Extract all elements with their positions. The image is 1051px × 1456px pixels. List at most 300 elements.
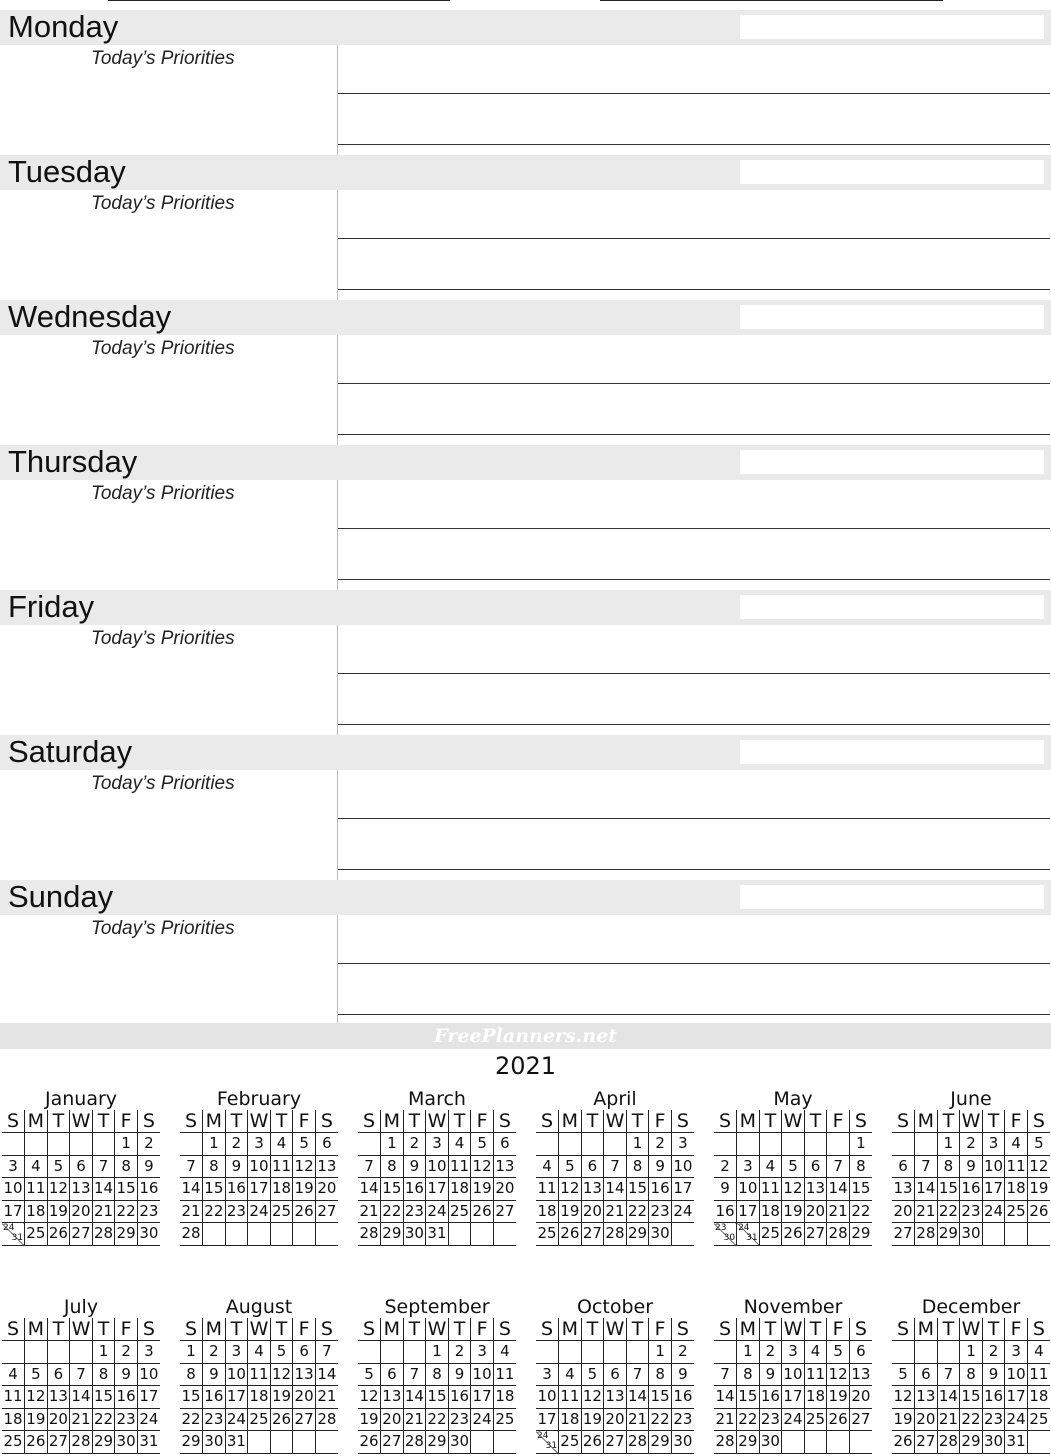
- date-cell: 14: [604, 1178, 627, 1201]
- date-cell: 23: [225, 1200, 248, 1223]
- weekday-header: M: [25, 1110, 48, 1133]
- date-cell: 19: [25, 1408, 48, 1431]
- date-cell: 26: [892, 1431, 915, 1454]
- day-name: Tuesday: [8, 154, 126, 189]
- weekday-header: S: [498, 1110, 511, 1132]
- week-row: [358, 1133, 516, 1156]
- weekday-header: F: [827, 1318, 850, 1341]
- date-cell: 23: [137, 1200, 160, 1223]
- date-cell: 7: [714, 1363, 737, 1386]
- weekday-header: T: [47, 1318, 70, 1341]
- date-cell: 18: [804, 1386, 827, 1409]
- date-cell: [493, 1431, 516, 1454]
- date-field[interactable]: [740, 450, 1044, 474]
- date-cell: 12: [358, 1386, 381, 1409]
- date-cell: [536, 1341, 559, 1364]
- date-cell: 22: [737, 1408, 760, 1431]
- date-cell: 4: [536, 1155, 559, 1178]
- date-cell: [604, 1341, 627, 1364]
- date-cell: [804, 1431, 827, 1454]
- weekday-header: S: [142, 1110, 155, 1132]
- date-cell: 2: [203, 1341, 226, 1364]
- date-cell: 13: [381, 1386, 404, 1409]
- date-cell: 19: [581, 1408, 604, 1431]
- month-name: October: [576, 1296, 654, 1318]
- date-cell: 25: [1005, 1200, 1028, 1223]
- date-cell: 28: [827, 1223, 850, 1246]
- date-cell: 20: [70, 1200, 93, 1223]
- week-row: [536, 1341, 694, 1364]
- writing-line[interactable]: [338, 869, 1050, 870]
- date-cell: 6: [47, 1363, 70, 1386]
- week-row: [2, 1155, 160, 1178]
- writing-line[interactable]: [338, 238, 1050, 239]
- date-cell: 25: [804, 1408, 827, 1431]
- date-cell: [180, 1133, 203, 1156]
- date-cell: 19: [293, 1178, 316, 1201]
- date-cell: 17: [471, 1386, 494, 1409]
- date-cell: 20: [493, 1178, 516, 1201]
- date-cell: [982, 1223, 1005, 1246]
- date-cell: 26: [471, 1200, 494, 1223]
- date-cell: 16: [714, 1200, 737, 1223]
- date-cell: 3: [782, 1341, 805, 1364]
- weekday-header: W: [783, 1318, 803, 1340]
- date-cell: 16: [203, 1386, 226, 1409]
- date-cell: 9: [115, 1363, 138, 1386]
- date-cell: 8: [92, 1363, 115, 1386]
- date-cell: 27: [804, 1223, 827, 1246]
- date-cell: 3: [2, 1155, 25, 1178]
- date-cell: 17: [737, 1200, 760, 1223]
- date-cell: 18: [1005, 1178, 1028, 1201]
- date-cell: 13: [47, 1386, 70, 1409]
- date-cell: 23: [203, 1408, 226, 1431]
- date-cell: 24: [137, 1408, 160, 1431]
- date-cell: 5: [1027, 1133, 1050, 1156]
- weekday-header: M: [203, 1110, 226, 1133]
- writing-line[interactable]: [338, 289, 1050, 290]
- date-cell: 13: [892, 1178, 915, 1201]
- date-cell: 17: [782, 1386, 805, 1409]
- day-header: [0, 735, 1051, 770]
- date-cell: 1: [960, 1341, 983, 1364]
- date-cell: 27: [915, 1431, 938, 1454]
- weekday-header: W: [249, 1318, 269, 1340]
- date-cell: 23: [649, 1200, 672, 1223]
- writing-line[interactable]: [338, 673, 1050, 674]
- date-cell: 8: [960, 1363, 983, 1386]
- weekday-header: T: [626, 1318, 649, 1341]
- weekday-header: W: [961, 1110, 981, 1132]
- week-row: [358, 1431, 516, 1454]
- date-cell: [892, 1133, 915, 1156]
- week-row: [180, 1363, 338, 1386]
- date-cell: 4: [448, 1133, 471, 1156]
- month-october: [536, 1296, 694, 1454]
- weekday-header: T: [982, 1110, 1005, 1133]
- date-cell: 18: [493, 1386, 516, 1409]
- week-row: [536, 1386, 694, 1409]
- date-cell: 14: [70, 1386, 93, 1409]
- month-december: [892, 1296, 1050, 1454]
- date-cell: 3: [671, 1133, 694, 1156]
- weekday-header: S: [854, 1318, 867, 1340]
- date-cell: 7: [604, 1155, 627, 1178]
- date-cell: 21: [403, 1408, 426, 1431]
- date-cell: 2: [137, 1133, 160, 1156]
- date-cell: 5: [782, 1155, 805, 1178]
- week-row: [536, 1223, 694, 1246]
- week-row: [714, 1431, 872, 1454]
- date-cell: 15: [937, 1178, 960, 1201]
- date-cell: 6: [915, 1363, 938, 1386]
- day-header: [0, 880, 1051, 915]
- date-cell: 30: [982, 1431, 1005, 1454]
- writing-line[interactable]: [338, 818, 1050, 819]
- date-cell: 2: [649, 1133, 672, 1156]
- date-cell: 26: [270, 1408, 293, 1431]
- date-cell: 4: [493, 1341, 516, 1364]
- day-name: Friday: [8, 589, 95, 624]
- date-cell: 6: [581, 1155, 604, 1178]
- date-field[interactable]: [740, 160, 1044, 184]
- date-cell: 27: [604, 1431, 627, 1454]
- date-cell: 6: [849, 1341, 872, 1364]
- date-cell: [737, 1133, 760, 1156]
- date-cell: 7: [315, 1341, 338, 1364]
- weekday-header: T: [92, 1318, 115, 1341]
- date-cell: 29: [937, 1223, 960, 1246]
- date-cell: 20: [892, 1200, 915, 1223]
- date-cell: 25: [448, 1200, 471, 1223]
- date-cell: 26: [47, 1223, 70, 1246]
- date-cell: 6: [293, 1341, 316, 1364]
- date-cell: 20: [915, 1408, 938, 1431]
- date-cell: 11: [448, 1155, 471, 1178]
- date-cell: 14: [937, 1386, 960, 1409]
- date-cell: 23: [759, 1408, 782, 1431]
- date-cell: 10: [782, 1363, 805, 1386]
- date-cell: [270, 1431, 293, 1454]
- week-row: [2, 1408, 160, 1431]
- date-cell: 11: [2, 1386, 25, 1409]
- date-cell: 30: [203, 1431, 226, 1454]
- day-name: Thursday: [8, 444, 138, 479]
- writing-line[interactable]: [338, 528, 1050, 529]
- weekday-header: M: [381, 1110, 404, 1133]
- date-cell: 21: [626, 1408, 649, 1431]
- date-cell: [714, 1133, 737, 1156]
- date-cell: 8: [381, 1155, 404, 1178]
- date-cell: 19: [270, 1386, 293, 1409]
- week-row: [180, 1386, 338, 1409]
- date-cell: 2: [759, 1341, 782, 1364]
- date-cell: 17: [671, 1178, 694, 1201]
- date-cell: 6: [381, 1363, 404, 1386]
- date-cell: 11: [493, 1363, 516, 1386]
- date-cell: 19: [358, 1408, 381, 1431]
- date-cell: 15: [180, 1386, 203, 1409]
- date-cell: 11: [270, 1155, 293, 1178]
- weekday-header: T: [581, 1110, 604, 1133]
- date-cell: 26: [358, 1431, 381, 1454]
- weekday-header: S: [358, 1318, 381, 1341]
- date-cell: [581, 1341, 604, 1364]
- date-cell: 4: [25, 1155, 48, 1178]
- date-cell: 5: [47, 1155, 70, 1178]
- date-cell: [471, 1431, 494, 1454]
- date-cell: 10: [225, 1363, 248, 1386]
- date-cell: [248, 1223, 271, 1246]
- date-cell: 21: [92, 1200, 115, 1223]
- weekday-header: T: [225, 1318, 248, 1341]
- date-cell: 27: [581, 1223, 604, 1246]
- date-cell: 20: [804, 1200, 827, 1223]
- date-cell: 4: [559, 1363, 582, 1386]
- weekday-header: S: [854, 1110, 867, 1132]
- date-cell: 17: [1005, 1386, 1028, 1409]
- weekday-header: W: [249, 1110, 269, 1132]
- date-cell: 22: [92, 1408, 115, 1431]
- date-cell: 9: [403, 1155, 426, 1178]
- date-cell: 13: [493, 1155, 516, 1178]
- date-cell: [70, 1341, 93, 1364]
- date-cell: [358, 1341, 381, 1364]
- weekday-header: T: [403, 1110, 426, 1133]
- date-cell: 7: [827, 1155, 850, 1178]
- date-cell: 15: [426, 1386, 449, 1409]
- date-cell: 12: [892, 1386, 915, 1409]
- week-row: [2, 1431, 160, 1454]
- date-cell: 29: [92, 1431, 115, 1454]
- date-cell: 16: [403, 1178, 426, 1201]
- day-section-monday: [0, 10, 1051, 155]
- writing-line[interactable]: [338, 724, 1050, 725]
- date-cell: 24: [671, 1200, 694, 1223]
- date-cell: 1: [849, 1133, 872, 1156]
- date-cell: [915, 1341, 938, 1364]
- weekday-header: T: [270, 1318, 293, 1341]
- date-cell: 21: [315, 1386, 338, 1409]
- writing-line[interactable]: [338, 579, 1050, 580]
- week-row: [358, 1363, 516, 1386]
- writing-line[interactable]: [338, 93, 1050, 94]
- week-row: [180, 1341, 338, 1364]
- column-divider: [337, 45, 338, 155]
- date-cell: 9: [671, 1363, 694, 1386]
- writing-line[interactable]: [338, 963, 1050, 964]
- week-row: [2, 1178, 160, 1201]
- date-cell: 10: [982, 1155, 1005, 1178]
- date-cell: 4: [1027, 1341, 1050, 1364]
- date-cell: 16: [448, 1386, 471, 1409]
- day-header: [0, 155, 1051, 190]
- weekday-header: F: [649, 1110, 672, 1133]
- date-cell: 27: [70, 1223, 93, 1246]
- date-cell: 6: [70, 1155, 93, 1178]
- weekday-header: M: [559, 1110, 582, 1133]
- date-cell: 14: [714, 1386, 737, 1409]
- date-cell: 16: [960, 1178, 983, 1201]
- date-field[interactable]: [740, 885, 1044, 909]
- date-cell: 1: [381, 1133, 404, 1156]
- writing-line[interactable]: [338, 1014, 1050, 1015]
- weekday-header: W: [71, 1110, 91, 1132]
- weekday-header: M: [915, 1318, 938, 1341]
- date-cell: 28: [915, 1223, 938, 1246]
- weekday-header: T: [403, 1318, 426, 1341]
- date-cell: 3: [426, 1133, 449, 1156]
- day-name: Saturday: [8, 734, 133, 769]
- date-cell: [448, 1223, 471, 1246]
- split-date-bottom: 31: [545, 1441, 558, 1451]
- date-cell: 1: [426, 1341, 449, 1364]
- date-cell: 12: [25, 1386, 48, 1409]
- weekday-header: T: [937, 1110, 960, 1133]
- date-cell: 19: [559, 1200, 582, 1223]
- weekday-header: F: [1005, 1110, 1028, 1133]
- date-field[interactable]: [740, 305, 1044, 329]
- date-field[interactable]: [740, 15, 1044, 39]
- column-divider: [337, 915, 338, 1025]
- date-cell: [2, 1341, 25, 1364]
- date-cell: [225, 1223, 248, 1246]
- day-section-wednesday: [0, 300, 1051, 445]
- writing-line[interactable]: [338, 434, 1050, 435]
- date-cell: 3: [737, 1155, 760, 1178]
- weekday-header: T: [448, 1110, 471, 1133]
- weekday-header: S: [498, 1318, 511, 1340]
- date-cell: 10: [536, 1386, 559, 1409]
- date-cell: [203, 1223, 226, 1246]
- date-cell: 7: [180, 1155, 203, 1178]
- writing-line[interactable]: [338, 144, 1050, 145]
- date-cell: 24: [426, 1200, 449, 1223]
- date-cell: 12: [1027, 1155, 1050, 1178]
- weekday-header: M: [559, 1318, 582, 1341]
- date-cell: 16: [982, 1386, 1005, 1409]
- month-grid: [358, 1110, 516, 1246]
- month-name: January: [44, 1088, 118, 1110]
- date-cell: 11: [248, 1363, 271, 1386]
- date-field[interactable]: [740, 595, 1044, 619]
- date-cell: 7: [403, 1363, 426, 1386]
- weekday-header: S: [180, 1318, 203, 1341]
- date-cell: 10: [737, 1178, 760, 1201]
- date-cell: 21: [937, 1408, 960, 1431]
- date-cell: [849, 1431, 872, 1454]
- date-cell: 12: [581, 1386, 604, 1409]
- priorities-label: Today’s Priorities: [91, 483, 235, 504]
- date-cell: 9: [759, 1363, 782, 1386]
- date-cell: 16: [225, 1178, 248, 1201]
- priorities-label: Today’s Priorities: [91, 773, 235, 794]
- date-cell: 29: [180, 1431, 203, 1454]
- date-cell: 18: [448, 1178, 471, 1201]
- date-cell: 6: [804, 1155, 827, 1178]
- weekday-header: W: [427, 1110, 447, 1132]
- weekday-header: F: [471, 1318, 494, 1341]
- date-cell: 25: [759, 1223, 782, 1246]
- week-row: [358, 1200, 516, 1223]
- date-cell: 14: [626, 1386, 649, 1409]
- week-row: [180, 1133, 338, 1156]
- date-cell: 4: [270, 1133, 293, 1156]
- date-cell: 29: [737, 1431, 760, 1454]
- date-field[interactable]: [740, 740, 1044, 764]
- week-row: [358, 1341, 516, 1364]
- date-cell: 7: [70, 1363, 93, 1386]
- date-cell: [759, 1133, 782, 1156]
- date-cell: 6: [604, 1363, 627, 1386]
- date-cell: 16: [115, 1386, 138, 1409]
- split-date-cell: [737, 1223, 760, 1246]
- weekday-header: T: [92, 1110, 115, 1133]
- date-cell: [403, 1341, 426, 1364]
- date-cell: 29: [960, 1431, 983, 1454]
- weekday-header: F: [115, 1110, 138, 1133]
- date-cell: 17: [225, 1386, 248, 1409]
- day-section-tuesday: [0, 155, 1051, 300]
- date-cell: 18: [25, 1200, 48, 1223]
- date-cell: 4: [759, 1155, 782, 1178]
- date-cell: [937, 1341, 960, 1364]
- writing-line[interactable]: [338, 383, 1050, 384]
- week-row: [2, 1341, 160, 1364]
- date-cell: [471, 1223, 494, 1246]
- date-cell: 16: [137, 1178, 160, 1201]
- date-cell: 23: [960, 1200, 983, 1223]
- date-cell: 1: [737, 1341, 760, 1364]
- day-name: Wednesday: [8, 299, 172, 334]
- date-cell: 26: [25, 1431, 48, 1454]
- date-cell: 7: [626, 1363, 649, 1386]
- priorities-label: Today’s Priorities: [91, 918, 235, 939]
- date-cell: 28: [315, 1408, 338, 1431]
- date-cell: 28: [403, 1431, 426, 1454]
- date-cell: 25: [25, 1223, 48, 1246]
- week-row: [714, 1341, 872, 1364]
- date-cell: 8: [203, 1155, 226, 1178]
- date-cell: [782, 1431, 805, 1454]
- date-cell: 30: [403, 1223, 426, 1246]
- month-grid: [2, 1110, 160, 1246]
- weekday-header: T: [225, 1110, 248, 1133]
- week-row: [358, 1223, 516, 1246]
- date-cell: 2: [960, 1133, 983, 1156]
- month-grid: [714, 1110, 872, 1246]
- week-row: [536, 1178, 694, 1201]
- date-cell: 5: [293, 1133, 316, 1156]
- week-row: [2, 1363, 160, 1386]
- date-cell: 10: [2, 1178, 25, 1201]
- date-cell: 22: [960, 1408, 983, 1431]
- date-cell: 2: [403, 1133, 426, 1156]
- date-cell: 19: [471, 1178, 494, 1201]
- week-row: [892, 1155, 1050, 1178]
- date-cell: 3: [225, 1341, 248, 1364]
- date-cell: 26: [293, 1200, 316, 1223]
- date-cell: 30: [448, 1431, 471, 1454]
- date-cell: 15: [115, 1178, 138, 1201]
- split-date-cell: [536, 1431, 559, 1454]
- week-row: [180, 1223, 338, 1246]
- date-cell: [1027, 1431, 1050, 1454]
- date-cell: 13: [70, 1178, 93, 1201]
- date-cell: 14: [358, 1178, 381, 1201]
- weekday-header: T: [581, 1318, 604, 1341]
